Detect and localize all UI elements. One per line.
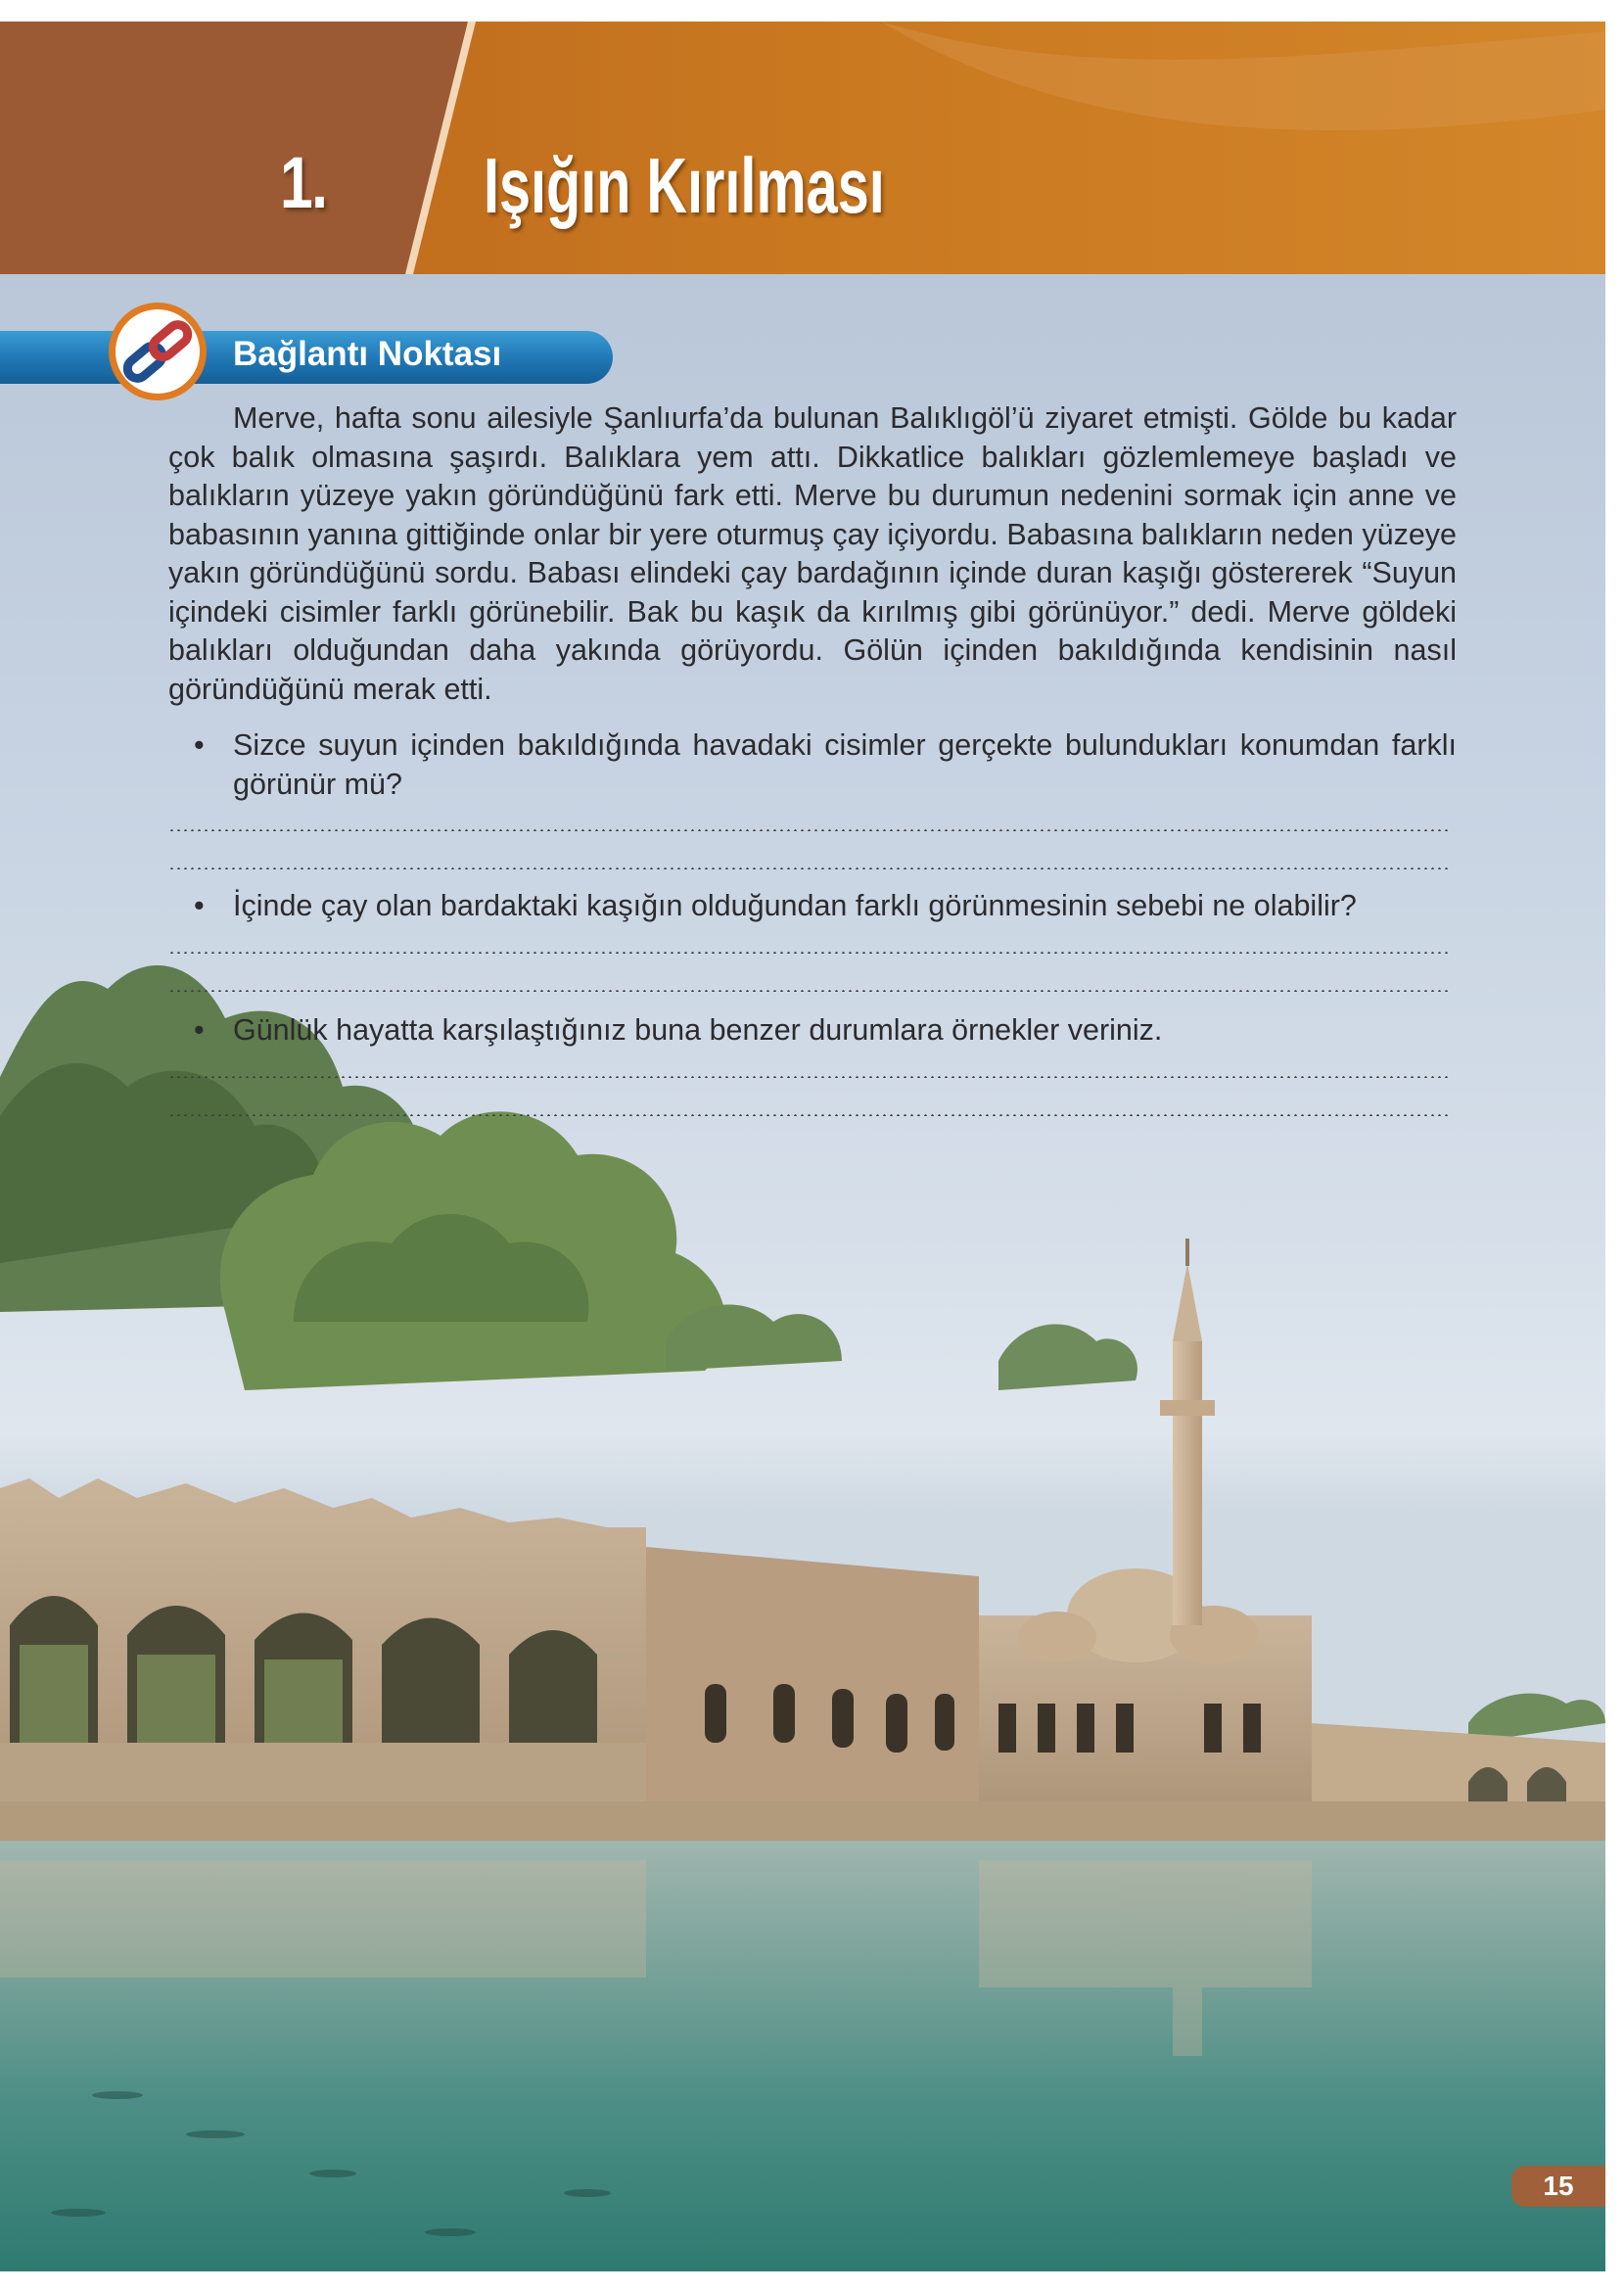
answer-line[interactable] — [168, 1076, 1451, 1078]
answer-line[interactable] — [168, 952, 1451, 954]
question-text: Günlük hayatta karşılaştığınız buna benzer durumlara örnekler veriniz. — [233, 1013, 1163, 1047]
answer-line[interactable] — [168, 1114, 1451, 1116]
chapter-title: Işığın Kırılması — [484, 142, 885, 229]
section-title: Bağlantı Noktası — [233, 335, 502, 373]
question-item — [168, 726, 1457, 804]
question-text: İçinde çay olan bardaktaki kaşığın olduğundan farklı görünmesinin sebebi ne olabilir? — [233, 889, 1357, 922]
answer-line[interactable] — [168, 829, 1451, 831]
question-item — [168, 1011, 1457, 1051]
chapter-number: 1. — [280, 142, 327, 223]
bullet: • — [194, 889, 205, 922]
question-text: Sizce suyun içinden bakıldığında havadaki cisimler gerçekte bulundukları konumdan farklı görünür mü? — [233, 728, 1457, 801]
chain-link-icon — [106, 300, 209, 403]
answer-line[interactable] — [168, 990, 1451, 992]
chapter-header — [0, 22, 1605, 274]
answer-line[interactable] — [168, 867, 1451, 869]
page-number: 15 — [1543, 2171, 1574, 2201]
bullet: • — [194, 1013, 205, 1047]
bullet: • — [194, 728, 205, 762]
question-item — [168, 887, 1457, 926]
story-paragraph-container — [168, 399, 1457, 709]
story-paragraph: Merve, hafta sonu ailesiyle Şanlıurfa’da bulunan Balıklıgöl’ü ziyaret etmişti. Gölde bu kadar çok balık olmasına şaşırdı. Balıklara yem attı. Dikkatlice balıkları gözlemlemeye başladı ve balıkların yüzeye yakın göründüğünü fark etti. Merve bu durumun nedenini sormak için anne ve babasının yanına gittiğinde onlar bir yere oturmuş çay içiyordu. Babasına balıkların neden yüzeye yakın göründüğünü sordu. Babası elindeki çay bardağının içinde duran kaşığı göstererek “Suyun içindeki cisimler farklı görünebilir. Bak bu kaşık da kırılmış gibi görünüyor.” dedi. Merve göldeki balıkları olduğundan daha yakında görüyordu. Gölün içinden bakıldığında kendisinin nasıl göründüğünü merak etti. — [168, 401, 1457, 706]
